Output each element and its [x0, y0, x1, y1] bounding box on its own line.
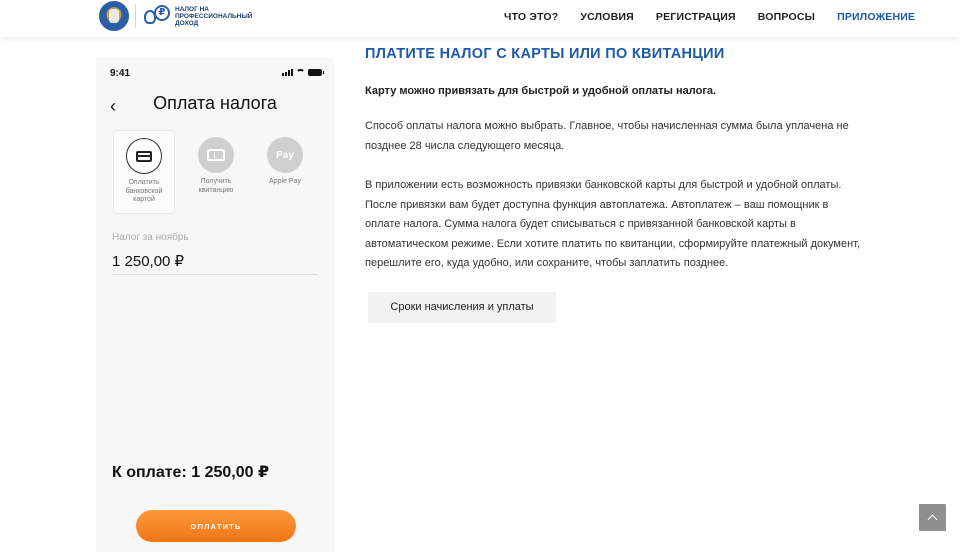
paragraph-card-binding: В приложении есть возможность привязки банковской карты для быстрой и удобной оплаты. После привязки вам будет доступна функция автоплатежа. Автоплатеж – ваш помощник в оплате налога. Сумма налога будет списываться с привязанной банковской карты в автоматическом режиме. Если хотите платить по квитанции, сформируйте платежный документ, перешлите его, куда удобно, или сохраните, чтобы заплатить позднее. — [365, 179, 861, 269]
npd-logo-icon: ₽ — [142, 2, 170, 30]
site-logo[interactable] — [99, 1, 253, 31]
wifi-icon — [296, 69, 305, 76]
status-icons — [282, 69, 322, 76]
fns-emblem-icon — [99, 1, 129, 31]
apple-pay-label: Apple Pay — [269, 178, 301, 185]
screen-title: Оплата налога — [153, 93, 277, 113]
site-header — [0, 0, 960, 37]
apple-pay-icon — [267, 137, 303, 173]
battery-icon — [308, 69, 322, 76]
logo-text: НАЛОГ НА ПРОФЕССИОНАЛЬНЫЙ ДОХОД — [175, 5, 253, 27]
nav-conditions[interactable]: УСЛОВИЯ — [580, 11, 634, 23]
get-receipt-option[interactable] — [185, 130, 247, 214]
pay-by-card-option[interactable] — [113, 130, 175, 214]
section-heading: ПЛАТИТЕ НАЛОГ С КАРТЫ ИЛИ ПО КВИТАНЦИИ — [365, 46, 725, 62]
nav-questions[interactable]: ВОПРОСЫ — [757, 11, 816, 23]
phone-mockup — [96, 58, 334, 552]
deadlines-button[interactable]: Сроки начисления и уплаты — [368, 292, 556, 323]
receipt-icon — [198, 137, 234, 173]
signal-icon — [282, 69, 293, 76]
main-nav — [504, 11, 937, 23]
tax-divider — [112, 274, 318, 275]
back-chevron-icon[interactable]: ‹ — [110, 96, 116, 116]
status-time: 9:41 — [110, 68, 131, 79]
scroll-to-top-button[interactable] — [919, 504, 946, 531]
main-content — [365, 46, 865, 323]
nav-what-is-it[interactable]: ЧТО ЭТО? — [504, 11, 559, 23]
pay-by-card-label: Оплатить банковской картой — [125, 179, 163, 203]
lead-text: Карту можно привязать для быстрой и удобной оплаты налога. — [365, 85, 717, 97]
get-receipt-label: Получить квитанцию — [198, 178, 234, 194]
total-amount: К оплате: 1 250,00 ₽ — [112, 464, 270, 481]
credit-card-icon — [126, 138, 162, 174]
pay-button[interactable]: ОПЛАТИТЬ — [136, 510, 296, 542]
tax-period-label: Налог за ноябрь — [112, 232, 189, 243]
nav-registration[interactable]: РЕГИСТРАЦИЯ — [655, 11, 736, 23]
logo-divider — [135, 4, 136, 28]
paragraph-payment-method: Способ оплаты налога можно выбрать. Главное, чтобы начисленная сумма была уплачена не позднее 28 числа следующего месяца. — [365, 120, 849, 152]
apple-pay-option[interactable] — [254, 130, 316, 214]
nav-app[interactable]: ПРИЛОЖЕНИЕ — [837, 11, 916, 23]
tax-amount: 1 250,00 ₽ — [112, 253, 185, 270]
apple-pay-glyph: Pay — [276, 149, 294, 161]
chevron-up-icon — [928, 515, 938, 525]
